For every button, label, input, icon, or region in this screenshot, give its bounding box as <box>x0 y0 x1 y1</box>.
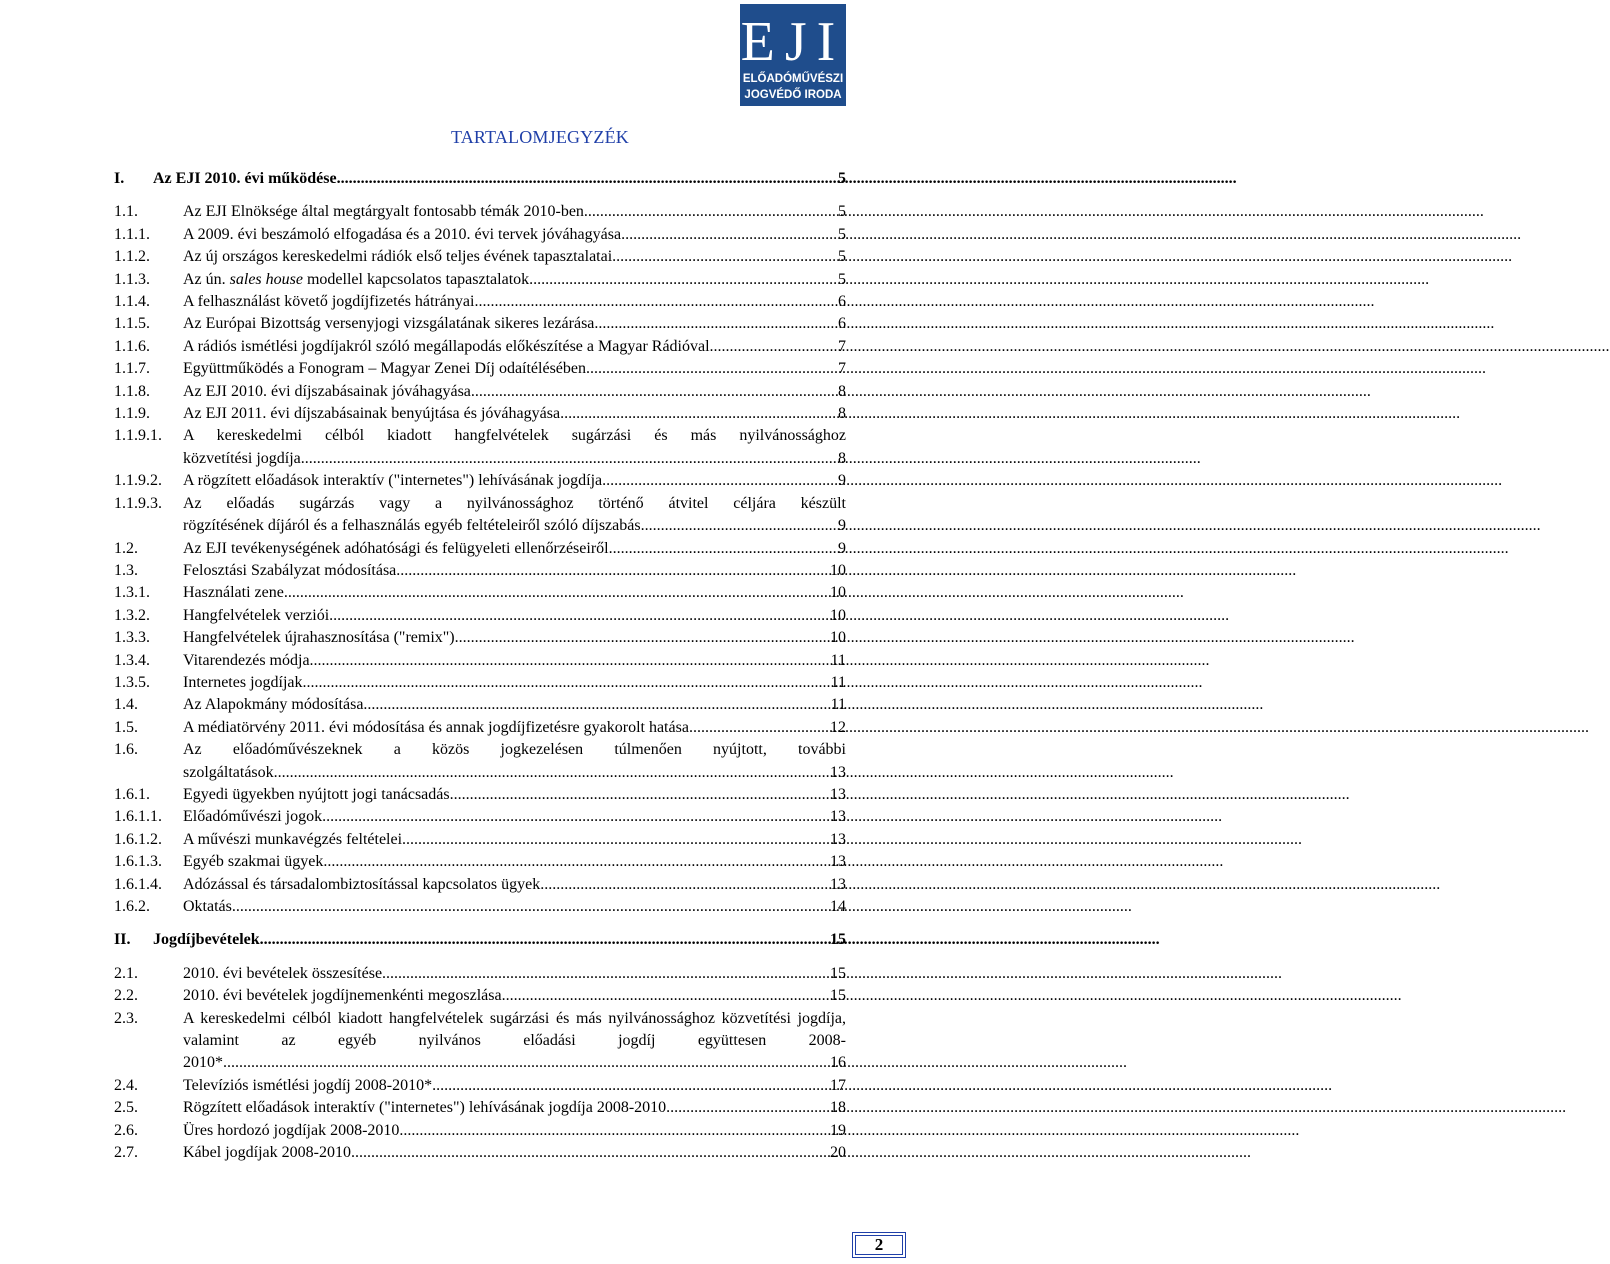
toc-dot-leader <box>227 1052 829 1074</box>
toc-entry-title: Az EJI 2011. évi díjszabásainak benyújtása és jóváhagyása <box>183 405 561 423</box>
toc-dot-leader <box>323 851 829 873</box>
toc-entry-text <box>183 963 846 985</box>
toc-entry-page: 11 <box>830 673 846 691</box>
toc-dot-leader <box>232 896 829 918</box>
toc-entry-number: 1.6.1. <box>114 785 150 803</box>
toc-entry-text-lead: Az előadás sugárzás vagy a nyilvánossághoz történő átvitel céljára készült <box>183 494 846 512</box>
toc-entry-page: 13 <box>830 853 846 871</box>
toc-entry-text <box>183 269 846 291</box>
toc-entry-title: A rádiós ismétlési jogdíjakról szóló megállapodás előkészítése a Magyar Rádióval <box>183 337 710 355</box>
toc-entry-title: Az EJI 2010. évi díjszabásainak jóváhagyása <box>183 382 471 400</box>
toc-entry-number: 1.5. <box>114 718 138 736</box>
toc-entry-text <box>183 784 846 806</box>
toc-dot-leader <box>303 672 830 694</box>
toc-dot-leader <box>351 1142 829 1164</box>
toc-entry-text <box>183 224 846 246</box>
toc-entry-page: 13 <box>830 875 846 893</box>
toc-entry[interactable] <box>114 717 846 739</box>
toc-dot-leader <box>474 291 837 313</box>
toc-entry-text <box>183 1120 846 1142</box>
toc-entry-text-lead: A kereskedelmi célból kiadott hangfelvételek sugárzási és más nyilvánossághoz <box>183 427 846 445</box>
toc-entry-page: 13 <box>830 808 846 826</box>
toc-entry-title: Az EJI tevékenységének adóhatósági és felügyeleti ellenőrzéseiről <box>183 539 609 557</box>
toc-entry[interactable] <box>114 874 846 896</box>
toc-entry-text <box>183 336 846 358</box>
toc-entry-number: 1.1.7. <box>114 360 150 378</box>
toc-entry[interactable] <box>114 650 846 672</box>
toc-entry-title: 2010. évi bevételek összesítése <box>183 964 383 982</box>
toc-dot-leader <box>560 403 837 425</box>
toc-entry-title: Használati zene <box>183 584 284 602</box>
toc-entry[interactable] <box>114 806 846 828</box>
toc-entry-number: 1.6.1.3. <box>114 853 162 871</box>
toc-entry[interactable] <box>114 1142 846 1164</box>
toc-entry[interactable] <box>114 929 846 951</box>
toc-entry-page: 18 <box>830 1099 846 1117</box>
toc-entry-text <box>183 605 846 627</box>
toc-dot-leader <box>260 929 829 951</box>
toc-entry[interactable] <box>114 358 846 380</box>
toc-entry-page: 5 <box>838 248 846 266</box>
toc-entry-title: Oktatás <box>183 898 232 915</box>
toc-entry-number: 1.3.3. <box>114 629 150 647</box>
toc-dot-leader <box>329 605 829 627</box>
toc-entry-text <box>183 1075 846 1097</box>
toc-entry[interactable] <box>114 985 846 1007</box>
toc-entry[interactable] <box>114 269 846 291</box>
toc-entry-title: Előadóművészi jogok <box>183 808 323 826</box>
toc-entry-title: A médiatörvény 2011. évi módosítása és annak jogdíjfizetésre gyakorolt hatása <box>183 718 689 736</box>
toc-entry-title: A 2009. évi beszámoló elfogadása és a 2010. évi tervek jóváhagyása <box>183 225 622 243</box>
toc-entry-text <box>183 381 846 403</box>
toc-entry-number: 1.2. <box>114 539 138 557</box>
toc-entry-text <box>183 672 846 694</box>
toc-entry-text <box>183 1142 846 1164</box>
toc-dot-leader <box>621 224 837 246</box>
toc-entry-number: 1.1.9.2. <box>114 472 162 490</box>
toc-dot-leader <box>363 694 829 716</box>
toc-entry[interactable] <box>114 739 846 784</box>
toc-entry-number: 1.3.2. <box>114 606 150 624</box>
toc-entry-page: 5 <box>838 170 846 187</box>
toc-entry-text <box>183 874 846 896</box>
toc-entry-number: II. <box>114 931 131 949</box>
toc-entry[interactable] <box>114 694 846 716</box>
toc-entry-text <box>183 425 846 470</box>
logo-line-2: JOGVÉDŐ IRODA <box>744 89 842 101</box>
toc-entry[interactable] <box>114 425 846 470</box>
toc-entry-number: 1.4. <box>114 696 138 714</box>
toc-dot-leader <box>284 582 829 604</box>
toc-entry-page: 10 <box>830 629 846 647</box>
toc-dot-leader <box>471 381 837 403</box>
toc-dot-leader <box>301 448 837 470</box>
toc-entry-title: Adózással és társadalombiztosítással kapcsolatos ügyek <box>183 875 541 893</box>
toc-entry-text <box>183 829 846 851</box>
toc-entry-number: 1.1.2. <box>114 248 150 266</box>
toc-entry-number: 1.3.1. <box>114 584 150 602</box>
toc-entry-title: A művészi munkavégzés feltételei <box>183 830 403 848</box>
toc-dot-leader <box>540 874 829 896</box>
toc-entry-page: 6 <box>838 293 846 311</box>
toc-dot-leader <box>399 1120 829 1142</box>
toc-entry-title-part: modellel kapcsolatos tapasztalatok <box>302 270 530 288</box>
toc-dot-leader <box>382 963 829 985</box>
toc-entry-number: 1.1.9.1. <box>114 427 162 445</box>
toc-entry-title: Jogdíjbevételek <box>153 931 260 949</box>
toc-entry-text-lead: Az előadóművészeknek a közös jogkezelésen túlmenően nyújtott, további <box>183 741 846 759</box>
toc-entry[interactable] <box>114 851 846 873</box>
toc-entry[interactable] <box>114 896 846 918</box>
toc-entry-title: 2010. évi bevételek jogdíjnemenkénti megoszlása <box>183 987 502 1005</box>
toc-entry-text <box>183 694 846 716</box>
toc-entry-title: A felhasználást követő jogdíjfizetés hátrányai <box>183 293 475 311</box>
toc-entry-title: Felosztási Szabályzat módosítása <box>183 561 397 579</box>
toc-entry-page: 10 <box>830 606 846 624</box>
toc-entry[interactable] <box>114 538 846 560</box>
toc-dot-leader <box>502 985 829 1007</box>
toc-entry-page: 8 <box>838 405 846 423</box>
toc-entry-number: 2.4. <box>114 1076 138 1094</box>
toc-entry-title: Vitarendezés módja <box>183 651 310 669</box>
toc-entry-text <box>183 739 846 784</box>
toc-entry-page: 9 <box>838 539 846 557</box>
toc-entry[interactable] <box>114 381 846 403</box>
toc-entry-title: rögzítésének díjáról és a felhasználás egyéb feltételeiről szóló díjszabás <box>183 517 641 535</box>
toc-dot-leader <box>310 650 830 672</box>
toc-entry-page: 12 <box>830 718 846 736</box>
toc-entry-page: 16 <box>830 1054 846 1072</box>
toc-dot-leader <box>337 168 837 190</box>
toc-entry-title: Egyedi ügyekben nyújtott jogi tanácsadás <box>183 785 450 803</box>
toc-dot-leader <box>609 538 837 560</box>
toc-entry[interactable] <box>114 582 846 604</box>
toc-entry-number: 1.1.9. <box>114 405 150 423</box>
toc-entry-page: 11 <box>830 651 846 669</box>
toc-entry-page: 9 <box>838 517 846 535</box>
toc-entry-text <box>183 358 846 380</box>
toc-entry-page: 8 <box>838 449 846 467</box>
toc-entry-number: 1.1.1. <box>114 225 150 243</box>
toc-entry[interactable] <box>114 672 846 694</box>
toc-dot-leader <box>710 336 837 358</box>
toc-entry-number: 1.6.1.4. <box>114 875 162 893</box>
toc-entry-number: 1.1.5. <box>114 315 150 333</box>
toc-entry-page: 7 <box>838 360 846 378</box>
toc-entry-page: 5 <box>838 203 846 221</box>
toc-entry[interactable] <box>114 168 846 190</box>
toc-dot-leader <box>594 313 837 335</box>
toc-entry-text <box>153 168 846 190</box>
toc-dot-leader <box>455 627 829 649</box>
toc-entry-title: Egyéb szakmai ügyek <box>183 853 324 871</box>
table-of-contents <box>114 168 846 1164</box>
toc-entry-text <box>183 201 846 223</box>
toc-entry-title: Hangfelvételek újrahasznosítása ("remix") <box>183 629 455 647</box>
toc-dot-leader <box>450 784 829 806</box>
toc-entry[interactable] <box>114 963 846 985</box>
toc-entry-page: 5 <box>838 270 846 288</box>
toc-entry-title: Az Európai Bizottság versenyjogi vizsgálatának sikeres lezárása <box>183 315 595 333</box>
toc-dot-leader <box>396 560 829 582</box>
toc-entry[interactable] <box>114 470 846 492</box>
toc-entry-page: 17 <box>830 1076 846 1094</box>
toc-entry-text <box>183 291 846 313</box>
toc-entry-text <box>183 650 846 672</box>
toc-entry-number: 2.3. <box>114 1009 138 1027</box>
toc-entry-page: 15 <box>830 987 846 1005</box>
toc-entry-text <box>183 313 846 335</box>
toc-entry-title: Kábel jogdíjak 2008-2010 <box>183 1144 351 1162</box>
toc-entry-text <box>183 896 846 918</box>
toc-entry[interactable] <box>114 1120 846 1142</box>
toc-entry-number: 2.1. <box>114 964 138 982</box>
toc-entry-number: 2.5. <box>114 1099 138 1117</box>
toc-entry-title: közvetítési jogdíja <box>183 449 301 467</box>
toc-dot-leader <box>402 829 829 851</box>
toc-entry-text <box>183 1008 846 1075</box>
toc-entry[interactable] <box>114 403 846 425</box>
toc-entry-page: 11 <box>830 696 846 714</box>
toc-entry-text-lead: A kereskedelmi célból kiadott hangfelvételek sugárzási és más nyilvánossághoz közvetítési jogdíja, valamint az egyéb nyilvános előadási jogdíj együttesen 2008- <box>183 1009 846 1050</box>
toc-entry-page: 5 <box>838 225 846 243</box>
toc-entry[interactable] <box>114 201 846 223</box>
toc-entry-text <box>183 1097 846 1119</box>
toc-dot-leader <box>432 1075 829 1097</box>
toc-entry-number: 1.1.9.3. <box>114 494 162 512</box>
toc-dot-leader <box>689 717 829 739</box>
toc-entry-text <box>183 627 846 649</box>
toc-entry-page: 13 <box>830 763 846 781</box>
toc-entry[interactable] <box>114 560 846 582</box>
toc-entry-title: Az EJI 2010. évi működése <box>153 170 337 187</box>
toc-entry-page: 10 <box>830 561 846 579</box>
toc-entry-number: 1.3.5. <box>114 673 150 691</box>
toc-entry-number: 1.3. <box>114 561 138 579</box>
toc-entry-title: Üres hordozó jogdíjak 2008-2010 <box>183 1121 400 1139</box>
toc-entry-number: 1.1.4. <box>114 293 150 311</box>
toc-entry-number: 1.1.8. <box>114 382 150 400</box>
toc-entry-text <box>183 806 846 828</box>
toc-entry-title: Hangfelvételek verziói <box>183 606 330 624</box>
toc-entry-title-part: Az ún. <box>183 270 230 288</box>
toc-entry-number: 1.1.3. <box>114 270 150 288</box>
toc-dot-leader <box>602 470 837 492</box>
page-number <box>852 1232 906 1258</box>
toc-dot-leader <box>322 806 829 828</box>
toc-entry-title: 2010*. <box>183 1054 227 1072</box>
toc-entry-text <box>183 470 846 492</box>
toc-entry-number: I. <box>114 170 125 187</box>
toc-entry[interactable] <box>114 246 846 268</box>
toc-entry-page: 7 <box>838 337 846 355</box>
toc-entry[interactable] <box>114 336 846 358</box>
toc-entry-text <box>153 929 846 951</box>
toc-entry-page: 10 <box>830 584 846 602</box>
toc-entry-title: Együttműködés a Fonogram – Magyar Zenei Díj odaítélésében <box>183 360 587 378</box>
toc-entry[interactable] <box>114 224 846 246</box>
toc-entry-text <box>183 717 846 739</box>
toc-entry-number: 2.7. <box>114 1144 138 1162</box>
toc-entry-page: 15 <box>830 964 846 982</box>
toc-entry-page: 13 <box>830 830 846 848</box>
toc-entry-number: 1.6.1.1. <box>114 808 162 826</box>
toc-entry[interactable] <box>114 493 846 538</box>
toc-entry-number: 1.1. <box>114 203 138 221</box>
toc-entry-number: 2.6. <box>114 1121 138 1139</box>
toc-entry-text <box>183 851 846 873</box>
logo-line-1: ELŐADÓMŰVÉSZI <box>742 73 844 85</box>
toc-entry-title: Az új országos kereskedelmi rádiók első teljes évének tapasztalatai <box>183 248 613 266</box>
page-number-value: 2 <box>874 1235 884 1254</box>
toc-entry-page: 20 <box>830 1144 846 1162</box>
toc-entry[interactable] <box>114 784 846 806</box>
toc-entry[interactable] <box>114 313 846 335</box>
toc-entry-text <box>183 246 846 268</box>
toc-entry-text <box>183 582 846 604</box>
toc-entry-title: Televíziós ismétlési jogdíj 2008-2010* <box>183 1076 433 1094</box>
toc-title: TARTALOMJEGYZÉK <box>450 127 630 147</box>
toc-dot-leader <box>666 1097 829 1119</box>
toc-entry-title: A rögzített előadások interaktív ("internetes") lehívásának jogdíja <box>183 472 603 490</box>
toc-entry-page: 14 <box>830 898 846 915</box>
toc-entry-number: 1.6.2. <box>114 898 150 915</box>
toc-entry[interactable] <box>114 829 846 851</box>
toc-entry-text <box>183 538 846 560</box>
toc-entry-page: 19 <box>830 1121 846 1139</box>
toc-entry-text <box>183 403 846 425</box>
toc-dot-leader <box>586 358 837 380</box>
logo-letters: EJI <box>740 11 846 73</box>
toc-entry-text <box>183 493 846 538</box>
toc-entry[interactable] <box>114 627 846 649</box>
toc-dot-leader <box>584 201 837 223</box>
toc-entry[interactable] <box>114 1008 846 1075</box>
toc-dot-leader <box>529 269 837 291</box>
eji-logo <box>740 4 846 106</box>
toc-entry[interactable] <box>114 605 846 627</box>
toc-entry-title: Rögzített előadások interaktív ("internetes") lehívásának jogdíja 2008-2010 <box>183 1099 667 1117</box>
toc-entry-number: 1.3.4. <box>114 651 150 669</box>
toc-entry-page: 8 <box>838 382 846 400</box>
toc-entry-title: szolgáltatások <box>183 763 274 781</box>
toc-entry-title: Az Alapokmány módosítása <box>183 696 364 714</box>
toc-entry[interactable] <box>114 1097 846 1119</box>
toc-entry-page: 9 <box>838 472 846 490</box>
toc-entry-title: Az EJI Elnöksége által megtárgyalt fontosabb témák 2010-ben <box>183 203 584 221</box>
toc-dot-leader <box>274 762 829 784</box>
toc-entry-title-italic: sales house <box>229 270 303 288</box>
toc-entry-number: 1.1.6. <box>114 337 150 355</box>
toc-entry-number: 1.6.1.2. <box>114 830 162 848</box>
toc-dot-leader <box>641 515 837 537</box>
toc-entry-page: 6 <box>838 315 846 333</box>
toc-entry[interactable] <box>114 1075 846 1097</box>
toc-entry-text <box>183 985 846 1007</box>
toc-entry-title: Internetes jogdíjak <box>183 673 303 691</box>
toc-entry-number: 1.6. <box>114 741 138 759</box>
toc-dot-leader <box>612 246 837 268</box>
toc-entry-number: 2.2. <box>114 987 138 1005</box>
toc-entry-page: 15 <box>830 931 846 949</box>
toc-entry-page: 13 <box>830 785 846 803</box>
toc-entry[interactable] <box>114 291 846 313</box>
toc-entry-text <box>183 560 846 582</box>
